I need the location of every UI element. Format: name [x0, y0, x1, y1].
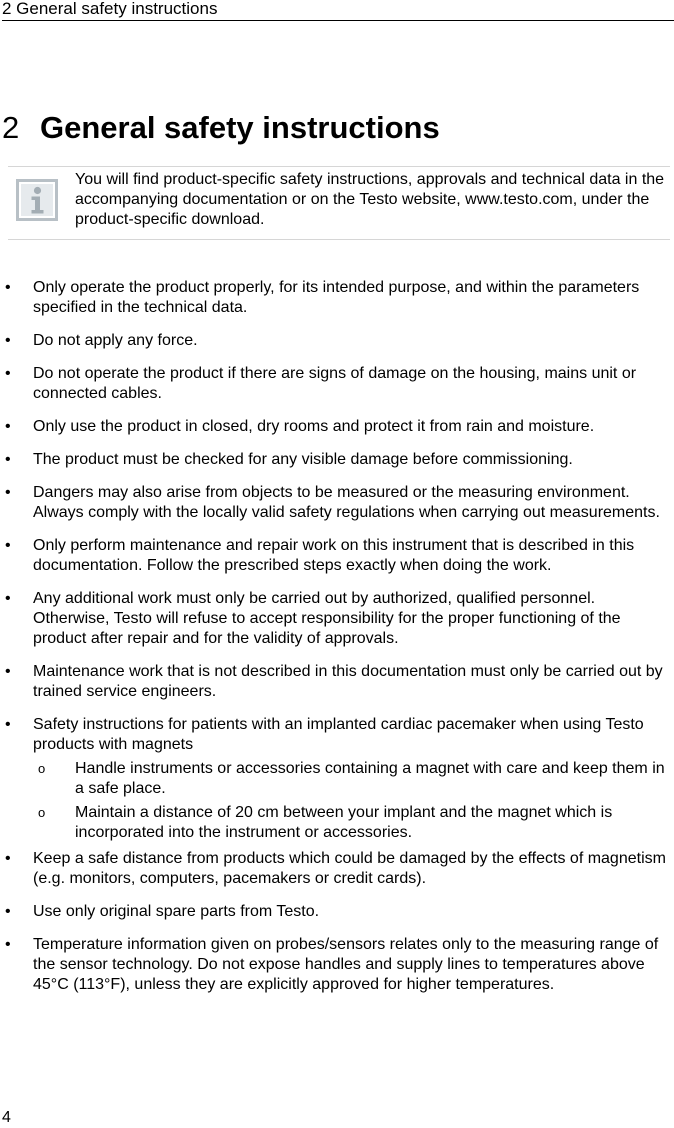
list-item: [0, 536, 674, 576]
sub-list-item: [33, 759, 674, 799]
list-item-text: Maintenance work that is not described in this documentation must only be carried out by trained service engineers.: [33, 663, 663, 700]
list-item: [0, 417, 674, 437]
info-text: You will find product-specific safety instructions, approvals and technical data in the accompanying documentation or on the Testo website, www.testo.com, under the product-specific download.: [75, 171, 665, 228]
sub-bullet-marker: o: [38, 761, 46, 776]
info-icon: [16, 179, 58, 221]
bullet-marker: •: [5, 903, 11, 920]
chapter-title-text: General safety instructions: [40, 110, 440, 145]
sub-list-item-text: Maintain a distance of 20 cm between your implant and the magnet which is incorporated into the instrument or accessories.: [75, 804, 613, 841]
sub-list-item-text: Handle instruments or accessories containing a magnet with care and keep them in a safe place.: [75, 760, 665, 797]
list-item-text: The product must be checked for any visible damage before commissioning.: [33, 451, 573, 468]
list-item: [0, 483, 674, 523]
bullet-marker: •: [5, 936, 11, 953]
list-item-text: Only use the product in closed, dry rooms and protect it from rain and moisture.: [33, 418, 595, 435]
bullet-marker: •: [5, 279, 11, 296]
list-item-text: Do not apply any force.: [33, 332, 198, 349]
chapter-title: [2, 108, 440, 148]
list-item: [0, 935, 674, 995]
list-item: [0, 331, 674, 351]
list-item-text: Safety instructions for patients with an implanted cardiac pacemaker when using Testo products with magnets: [33, 716, 644, 753]
list-item: [0, 662, 674, 702]
list-item-text: Only perform maintenance and repair work on this instrument that is described in this documentation. Follow the prescribed steps exactly when doing the work.: [33, 537, 635, 574]
chapter-number: 2: [2, 110, 20, 145]
list-item: [0, 450, 674, 470]
running-header: 2 General safety instructions: [2, 0, 674, 21]
bullet-marker: •: [5, 484, 11, 501]
list-item-text: Keep a safe distance from products which could be damaged by the effects of magnetism (e.g. monitors, computers, pacemakers or credit cards).: [33, 850, 666, 887]
list-item: [0, 278, 674, 318]
bullet-marker: •: [5, 716, 11, 733]
bullet-marker: •: [5, 663, 11, 680]
bullet-marker: •: [5, 590, 11, 607]
bullet-marker: •: [5, 451, 11, 468]
list-item-text: Dangers may also arise from objects to be measured or the measuring environment. Always comply with the locally valid safety regulations when carrying out measurements.: [33, 484, 660, 521]
list-item-text: Temperature information given on probes/sensors relates only to the measuring range of the sensor technology. Do not expose handles and supply lines to temperatures above 45°C (113°F), unless they are explicitly approved for higher temperatures.: [33, 936, 659, 993]
bullet-marker: •: [5, 365, 11, 382]
pacemaker-sublist: [33, 759, 674, 843]
sub-list-item: [33, 803, 674, 843]
list-item-pacemaker: [0, 715, 674, 843]
bullet-marker: •: [5, 537, 11, 554]
bullet-marker: •: [5, 850, 11, 867]
bullet-marker: •: [5, 418, 11, 435]
list-item-text: Any additional work must only be carried out by authorized, qualified personnel. Otherwise, Testo will refuse to accept responsibility for the proper functioning of the product after repair and for the validity of approvals.: [33, 590, 621, 647]
list-item: [0, 589, 674, 649]
list-item: [0, 364, 674, 404]
page-number: 4: [2, 1109, 11, 1126]
sub-bullet-marker: o: [38, 805, 46, 820]
list-item: [0, 849, 674, 889]
bullet-marker: •: [5, 332, 11, 349]
list-item-text: Use only original spare parts from Testo.: [33, 903, 320, 920]
list-item: [0, 902, 674, 922]
list-item-text: Do not operate the product if there are signs of damage on the housing, mains unit or connected cables.: [33, 365, 637, 402]
list-item-text: Only operate the product properly, for its intended purpose, and within the parameters specified in the technical data.: [33, 279, 640, 316]
safety-instructions-list: [0, 278, 674, 1008]
info-note: [8, 166, 670, 240]
